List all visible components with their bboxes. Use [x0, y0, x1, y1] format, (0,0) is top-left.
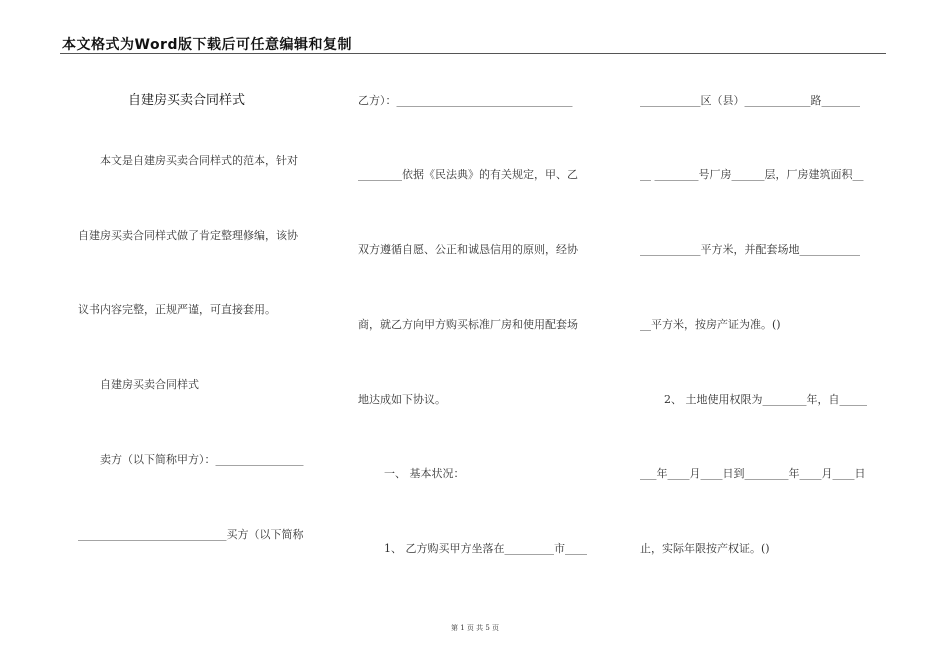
- page-header-title: 本文格式为Word版下载后可任意编辑和复制: [62, 37, 352, 53]
- col1-line-6: ___________________________买方（以下简称: [78, 528, 304, 541]
- col2-line-1: 乙方）：________________________________: [358, 94, 573, 107]
- col2-line-6: 一、 基本状况：: [384, 467, 465, 480]
- header-divider: [60, 53, 886, 54]
- col3-line-3: ___________平方米，并配套场地___________: [640, 243, 860, 256]
- col2-line-5: 地达成如下协议。: [358, 393, 446, 406]
- col2-line-2: ________依据《民法典》的有关规定，甲、乙: [358, 168, 578, 181]
- col1-line-1: 本文是自建房买卖合同样式的范本，针对: [100, 154, 298, 167]
- col3-line-7: 止，实际年限按产权证。(): [640, 542, 770, 555]
- col3-line-6: ___年____月____日到________年____月____日: [640, 467, 866, 480]
- col2-line-7: 1、 乙方购买甲方坐落在_________市____: [384, 542, 587, 555]
- document-title: 自建房买卖合同样式: [128, 93, 246, 108]
- col1-line-3: 议书内容完整，正规严谨，可直接套用。: [78, 303, 276, 316]
- col3-line-2: __ ________号厂房______层，厂房建筑面积__: [640, 168, 864, 181]
- page-number: 第 1 页 共 5 页: [450, 624, 500, 632]
- col2-line-3: 双方遵循自愿、公正和诚恳信用的原则，经协: [358, 243, 578, 256]
- col1-line-4: 自建房买卖合同样式: [100, 378, 199, 391]
- col1-line-2: 自建房买卖合同样式做了肯定整理修编，该协: [78, 229, 298, 242]
- col1-line-5: 卖方（以下简称甲方）：________________: [100, 453, 304, 466]
- col3-line-1: ___________区（县）____________路_______: [640, 94, 860, 107]
- col3-line-4: __平方米，按房产证为准。(): [640, 318, 781, 331]
- col3-line-5: 2、 土地使用权限为________年，自_____: [664, 393, 867, 406]
- col2-line-4: 商，就乙方向甲方购买标准厂房和使用配套场: [358, 318, 578, 331]
